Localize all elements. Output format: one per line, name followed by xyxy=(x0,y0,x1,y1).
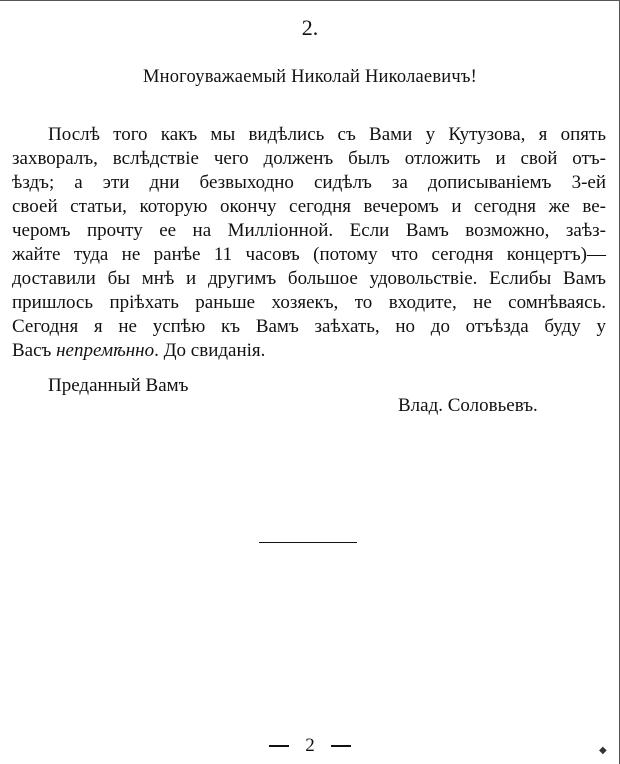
page-footer xyxy=(0,735,620,757)
last-line-end: . До свиданія. xyxy=(154,340,266,361)
letter-line: доставили бы мнѣ и другимъ большое удовольствіе. Еслибы Вамъ xyxy=(12,268,606,289)
letter-line: Сегодня я не успѣю къ Вамъ заѣхать, но до отъѣзда буду у xyxy=(12,316,606,337)
right-dash xyxy=(331,745,351,747)
letter-line: черомъ прочту ее на Милліонной. Если Вамъ возможно, заѣз- xyxy=(12,220,606,241)
letter-line: захворалъ, вслѣдствіе чего долженъ былъ отложить и свой отъ- xyxy=(12,148,606,169)
letter-number: 2. xyxy=(301,15,319,40)
emphasized-word: непремѣнно xyxy=(56,340,155,361)
letter-line: ѣздъ; а эти дни безвыходно сидѣлъ за дописываніемъ 3-ей xyxy=(12,172,606,193)
page-marker-icon: ◆ xyxy=(599,745,607,756)
letter-line: своей статьи, которую окончу сегодня вечеромъ и сегодня же ве- xyxy=(12,196,606,217)
last-line-start: Васъ xyxy=(12,340,52,361)
letter-line: жайте туда не ранѣе 11 часовъ (потому что сегодня концертъ)— xyxy=(12,244,606,265)
left-dash xyxy=(269,745,289,747)
page-number: 2 xyxy=(305,735,315,756)
letter-last-line xyxy=(12,341,606,360)
letter-line: пришлось пріѣхать раньше хозяекъ, то входите, не сомнѣваясь. xyxy=(12,292,606,313)
salutation: Многоуважаемый Николай Николаевичъ! xyxy=(142,67,477,87)
letter-line: Послѣ того какъ мы видѣлись съ Вами у Кутузова, я опять xyxy=(48,124,606,145)
separator-rule xyxy=(259,542,357,543)
signature: Влад. Соловьевъ. xyxy=(398,395,538,416)
closing: Преданный Вамъ xyxy=(48,375,189,396)
